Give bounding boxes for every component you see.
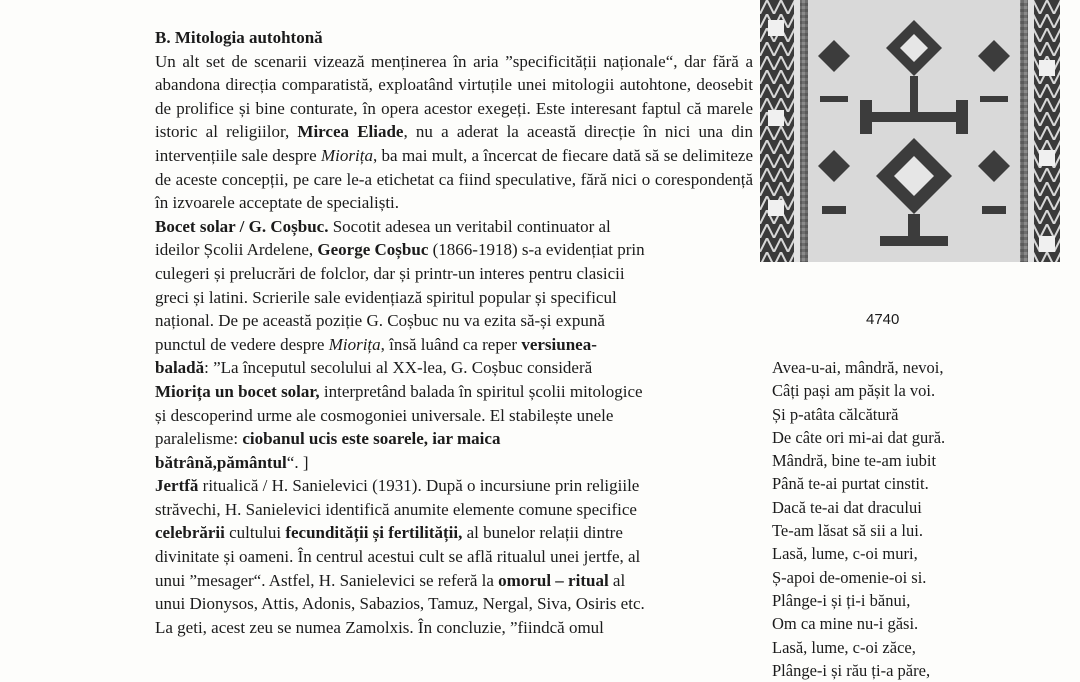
bold-pamantul: bătrână,pământul: [155, 452, 287, 472]
bold-bocet-solar: Miorița un bocet solar,: [155, 381, 320, 401]
poem-line: Plânge-i și rău ți-a păre,: [772, 660, 931, 680]
bold-omorul-ritual: omorul – ritual: [498, 570, 609, 590]
poem-line: Câți pași am pășit la voi.: [772, 381, 936, 401]
text-line: punctul de vedere despre: [155, 334, 329, 354]
text-line: delimiteze de aceste concepții, pe care le-a etichetat ca fiind speculative,: [155, 145, 754, 189]
text-line: (1866-1918) s-a evidențiat prin: [428, 240, 645, 260]
text-line: străvechi, H. Sanielevici identifică anumite elemente comune specifice: [155, 499, 637, 519]
italic-miorita: Miorița: [321, 145, 373, 165]
text-line: , însă luând ca reper: [380, 334, 522, 354]
bold-celebrarii: celebrării: [155, 523, 225, 543]
poem-line: Plânge-i și ți-i bănui,: [772, 590, 911, 610]
bold-jertfa: Jertfă: [155, 476, 199, 496]
text-line: interpretând balada în spiritul școlii mitologice: [319, 381, 643, 401]
text-line: divinitate și oameni. În centrul acestui cult se află ritualul unei jertfe, al: [155, 547, 641, 567]
text-line: paralelisme:: [155, 429, 243, 449]
poem-line: De câte ori mi-ai dat gură.: [772, 427, 946, 447]
bold-subheading-bocet: Bocet solar / G. Coșbuc.: [155, 216, 329, 236]
folk-rug-pattern: [760, 0, 1060, 262]
text-line: , ba mai mult, a încercat de fiecare dată să se: [372, 145, 678, 165]
poem-line: Lasă, lume, c-oi zăce,: [772, 637, 916, 657]
poem-line: Lasă, lume, c-oi muri,: [772, 544, 918, 564]
text-line: Un alt set de scenarii vizează menținerea în aria ”specificității naționale“,: [155, 51, 678, 71]
section-heading: B. Mitologia autohtonă: [155, 28, 323, 47]
text-line: , nu a aderat la această direcție în nici una din intervențiile: [155, 122, 753, 165]
poem-stanza: [772, 356, 1072, 682]
text-line: ritualică / H. Sanielevici (1931). După o incursiune prin religiile: [198, 476, 640, 496]
text-line: sale despre: [241, 145, 321, 165]
text-line: unui ”mesager“. Astfel, H. Sanielevici se referă la: [155, 570, 499, 590]
bold-paralelisme: ciobanul ucis este soarele, iar maica: [242, 429, 501, 449]
text-line: Socotit adesea un veritabil continuator al: [328, 216, 611, 236]
text-line: al: [608, 570, 626, 590]
bold-balada: baladă: [155, 358, 205, 378]
poem-line: Om ca mine nu-i găsi.: [772, 614, 919, 634]
bold-name-eliade: Mircea Eliade: [297, 122, 404, 142]
poem-line: Până te-ai purtat cinstit.: [772, 474, 929, 494]
poem-line: Dacă te-ai dat dracului: [772, 497, 922, 517]
text-line: greci și latini. Scrierile sale evidențiază spiritul popular și specificul: [155, 287, 617, 307]
text-line: ideilor Școlii Ardelene,: [155, 240, 318, 260]
text-line: “. ]: [286, 452, 309, 472]
text-line: unui Dionysos, Attis, Adonis, Sabazios, Tamuz, Nergal, Siva, Osiris etc.: [155, 594, 645, 614]
poem-line: Mândră, bine te-am iubit: [772, 451, 937, 471]
bold-name-cosbuc: George Coșbuc: [317, 240, 429, 260]
text-line: dar fără a abandona direcția comparatistă, exploatând virtuțile unei: [155, 51, 754, 95]
text-line: : ”La începutul secolului al XX-lea, G. Coșbuc consideră: [204, 358, 593, 378]
text-line: La geti, acest zeu se numea Zamolxis. În concluzie, ”fiindcă omul: [155, 617, 604, 637]
paragraph-jertfa: [155, 474, 753, 639]
text-line: național. De pe această poziție G. Coșbuc nu va ezita să-și expună: [155, 311, 605, 331]
main-text-column: [155, 26, 753, 639]
paragraph-bocet-solar: [155, 215, 753, 475]
text-line: fără nici o corespondență în izvoarele acceptate de specialiști.: [155, 169, 754, 213]
bold-fecunditatii: fecundității și fertilității,: [285, 523, 463, 543]
text-line: acestor exegeți. Este interesant faptul că marele istoric al religiilor,: [155, 98, 753, 142]
poem-line: Și p-atâta călcătură: [772, 404, 899, 424]
figure-caption: 4740: [866, 311, 900, 328]
text-line: culegeri și prelucrări de folclor, dar și printr-un interes pentru clasicii: [155, 263, 625, 283]
paragraph-mitologia: [155, 50, 753, 215]
italic-miorita: Miorița: [328, 334, 381, 354]
poem-line: Te-am lăsat să sii a lui.: [772, 521, 923, 541]
text-line: mitologii autohtone, deosebit de prolifice și bine conturate, în opera: [155, 75, 754, 118]
poem-line: Avea-u-ai, mândră, nevoi,: [772, 358, 944, 377]
text-line: cultului: [224, 523, 286, 543]
bold-versiunea: versiunea-: [521, 334, 597, 354]
text-line: al bunelor relații dintre: [462, 523, 623, 543]
folk-rug-image: [760, 0, 1060, 262]
poem-line: Ș-apoi de-omenie-oi si.: [772, 567, 927, 587]
text-line: și descoperind urme ale cosmogoniei universale. El stabilește unele: [155, 405, 614, 425]
